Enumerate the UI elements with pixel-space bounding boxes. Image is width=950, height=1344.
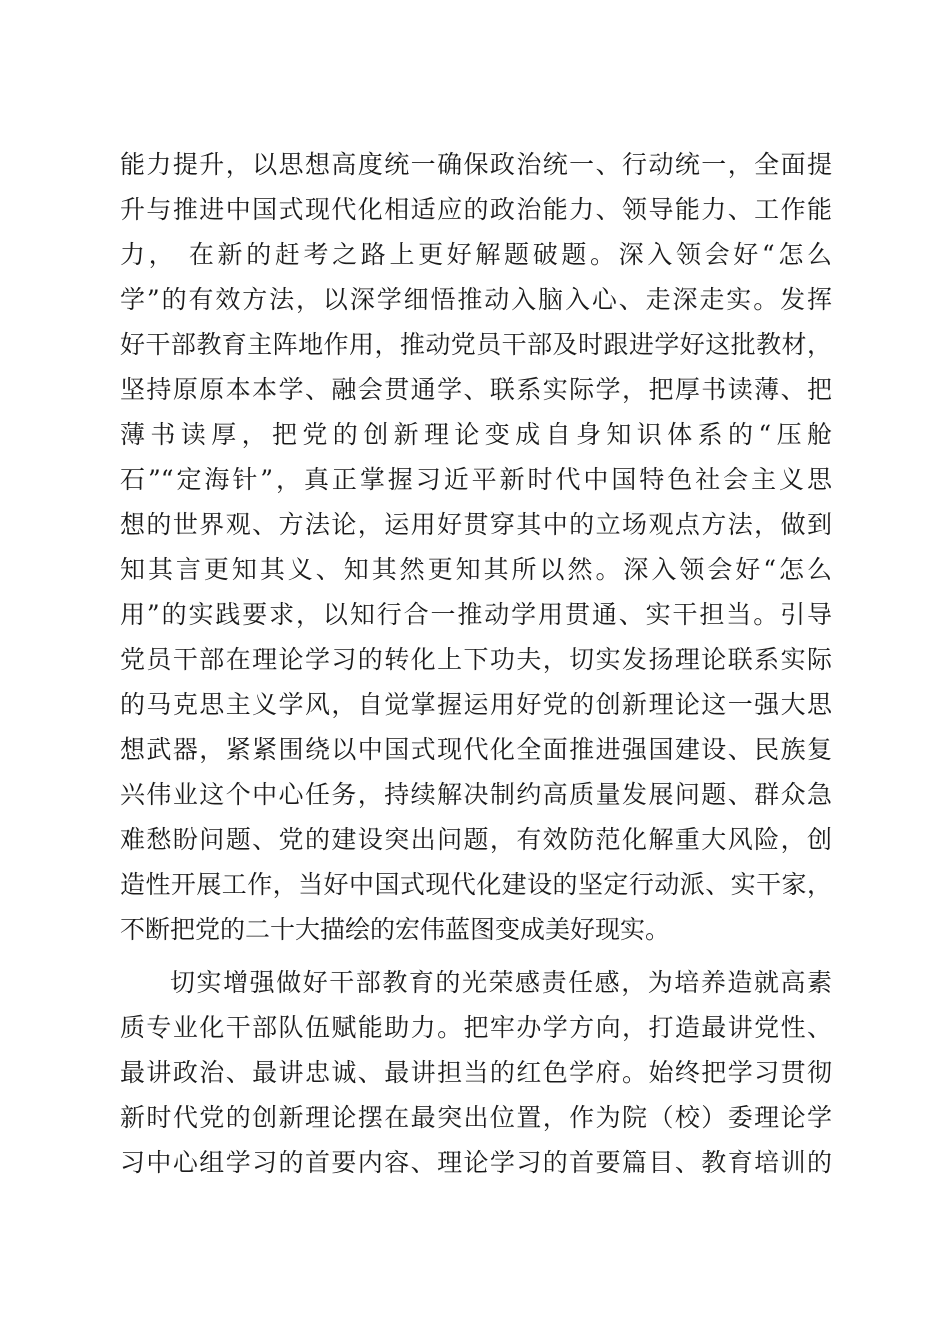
text-line: 新时代党的创新理论摆在最突出位置，作为院（校）委理论学 (120, 1103, 832, 1132)
text-line: 石”“定海针”，真正掌握习近平新时代中国特色社会主义思 (120, 465, 832, 494)
text-line: 难愁盼问题、党的建设突出问题，有效防范化解重大风险，创 (120, 825, 832, 854)
text-line: 用”的实践要求，以知行合一推动学用贯通、实干担当。引导 (120, 600, 832, 629)
text-line: 切实增强做好干部教育的光荣感责任感，为培养造就高素 (170, 968, 832, 997)
text-line: 学”的有效方法，以深学细悟推动入脑入心、走深走实。发挥 (120, 285, 832, 314)
text-line: 力， 在新的赶考之路上更好解题破题。深入领会好“怎么 (120, 240, 832, 269)
text-line: 坚持原原本本学、融会贯通学、联系实际学，把厚书读薄、把 (120, 375, 832, 404)
text-line: 薄书读厚，把党的创新理论变成自身知识体系的“压舱 (120, 420, 832, 449)
text-line: 想的世界观、方法论，运用好贯穿其中的立场观点方法，做到 (120, 510, 832, 539)
text-line: 的马克思主义学风，自觉掌握运用好党的创新理论这一强大思 (120, 690, 832, 719)
paragraph-gap (120, 952, 832, 960)
text-line: 习中心组学习的首要内容、理论学习的首要篇目、教育培训的 (120, 1148, 832, 1177)
body-text (120, 142, 832, 1185)
text-line: 不断把党的二十大描绘的宏伟蓝图变成美好现实。 (120, 915, 671, 944)
paragraph-1 (120, 142, 832, 952)
text-line: 能力提升，以思想高度统一确保政治统一、行动统一，全面提 (120, 150, 832, 179)
text-line: 想武器，紧紧围绕以中国式现代化全面推进强国建设、民族复 (120, 735, 832, 764)
text-line: 知其言更知其义、知其然更知其所以然。深入领会好“怎么 (120, 555, 832, 584)
text-line: 最讲政治、最讲忠诚、最讲担当的红色学府。始终把学习贯彻 (120, 1058, 832, 1087)
text-line: 升与推进中国式现代化相适应的政治能力、领导能力、工作能 (120, 195, 832, 224)
text-line: 兴伟业这个中心任务，持续解决制约高质量发展问题、群众急 (120, 780, 832, 809)
text-line: 质专业化干部队伍赋能助力。把牢办学方向，打造最讲党性、 (120, 1013, 832, 1042)
paragraph-2 (120, 960, 832, 1185)
text-line: 党员干部在理论学习的转化上下功夫，切实发扬理论联系实际 (120, 645, 832, 674)
text-line: 好干部教育主阵地作用，推动党员干部及时跟进学好这批教材， (120, 330, 832, 359)
text-line: 造性开展工作，当好中国式现代化建设的坚定行动派、实干家， (120, 870, 832, 899)
